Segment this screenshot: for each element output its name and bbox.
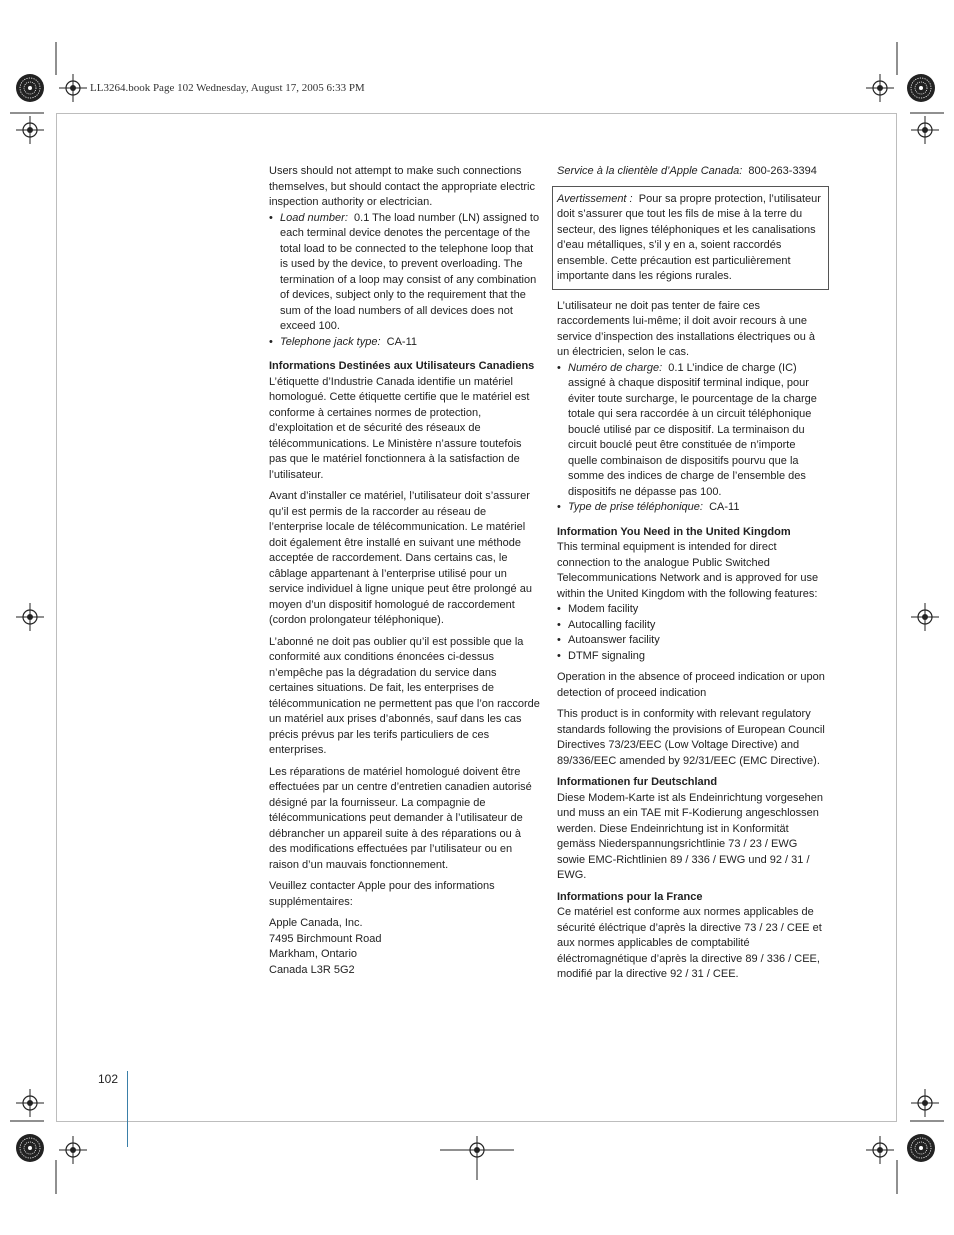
address-line: Markham, Ontario [269,948,358,960]
warning-box [552,186,829,290]
crosshair-mark [16,603,44,631]
sunburst-mark-bl [16,1134,44,1162]
service-line [557,164,827,180]
service-phone: 800-263-3394 [748,165,817,177]
right-column [557,164,827,989]
paragraph: This product is in conformity with relevant regulatory standards following the provisions of European Council Directives 73/23/EEC (Low Voltage Directive) and 89/336/EEC amended by 92/31/EEC (EMC Directive). [557,708,825,767]
crosshair-mark [16,1089,44,1117]
paragraph: Operation in the absence of proceed indication or upon detection of proceed indication [557,671,825,699]
paragraph: Les réparations de matériel homologué doivent être effectuées par un centre d’entretien canadien autorisé désigné par la fournisseur. La compagnie de télécommunications peut demander à l’utilisateur de débrancher un appareil suite à des réparations ou à des modifications effectuées par l’utilisateur ou en raison d’un mauvais fonctionnement. [269,765,532,871]
item-label: Type de prise téléphonique: [568,501,703,513]
print-header: LL3264.book Page 102 Wednesday, August 17, 2005 6:33 PM [90,82,365,94]
item-text: CA-11 [386,335,417,348]
left-column [269,164,541,978]
paragraph: L’abonné ne doit pas oublier qu’il est possible que la conformité aux conditions énoncées ci-dessus n’empêche pas la dégradation du service dans certaines situations. De fait, les enterprises de télécommunication ne permettent pas que l’on raccorde un matériel aux prises d’abonnés, sauf dans les cas précis prévus par les terifs particuliers de ces enterprises. [269,635,540,756]
address-line: 7495 Birchmount Road [269,932,382,945]
list-item: • Autocalling facility [557,618,827,634]
feature-list [557,602,827,664]
address-line: Canada L3R 5G2 [269,963,355,976]
item-label: Numéro de charge: [568,361,663,374]
warning-text: Pour sa propre protection, l’utilisateur doit s’assurer que tout les fils de mise à la terre du secteur, des lignes téléphoniques et les canalisations d’eau métalliques, s’il y en a, soient raccordés ensemble. Cette précaution est particulièrement importante dans les régions rurales. [557,192,821,282]
crosshair-mark [866,74,894,102]
crosshair-mark [911,116,939,144]
service-label: Service à la clientèle d’Apple Canada: [557,165,743,177]
paragraph: This terminal equipment is intended for direct connection to the analogue Public Switched Telecommunications Network and is approved for use within the United Kingdom with the following features: [557,541,819,600]
section-heading: Informations pour la France [557,890,703,903]
section-heading: Information You Need in the United Kingdom [557,525,791,538]
paragraph: Avant d’installer ce matériel, l’utilisateur doit s’assurer qu’il est permis de la raccorder au réseau de l’enterprise locale de télécommunication. Le matériel doit également être installé en suivant une méthode acceptée de raccordement. Dans certains cas, le câblage appartenant à l’enterprise utilisé pour un service individuel à ligne unique peut être prolongé au moyen d’un dispositif homologué de raccordement (cordon prolongateur téléphonique). [269,490,532,626]
sunburst-mark-br [907,1134,935,1162]
list-item [557,361,827,501]
sunburst-mark-tl [16,74,44,102]
warning-label: Avertissement : [557,192,633,205]
crosshair-mark [59,1136,87,1164]
crosshair-mark [911,603,939,631]
section-heading: Informationen fur Deutschland [557,776,718,788]
crosshair-mark [16,116,44,144]
bullet-list [269,211,541,351]
list-item [557,500,827,516]
paragraph: Users should not attempt to make such connections themselves, but should contact the appropriate electric inspection authority or electrician. [269,165,535,208]
item-label: Load number: [280,211,348,224]
crosshair-mark [59,74,87,102]
section-heading: Informations Destinées aux Utilisateurs Canadiens [269,360,535,372]
crosshair-mark [866,1136,894,1164]
address-block [269,916,541,978]
item-label: Telephone jack type: [280,335,381,348]
list-item: • Modem facility [557,602,827,618]
list-item: • Autoanswer facility [557,633,827,649]
paragraph: Veuillez contacter Apple pour des informations supplémentaires: [269,880,495,908]
item-text: CA-11 [709,501,740,513]
list-item [269,335,541,351]
paragraph: L’utilisateur ne doit pas tenter de faire ces raccordements lui-même; il doit avoir recours à une service d’inspection des installations électriques ou à un électricien, selon le cas. [557,299,816,358]
page-number-rule [127,1071,128,1147]
address-line: Apple Canada, Inc. [269,917,363,929]
bullet-list [557,361,827,516]
paragraph: Diese Modem-Karte ist als Endeinrichtung vorgesehen und muss an ein TAE mit F-Kodierung angeschlossen werden. Diese Endeinrichtung ist in Konformität gemäss Niederspannungsrichtlinie 73 / 23 / EWG sowie EMC-Richtlinien 89 / 336 / EWG und 92 / 31 / EWG. [557,791,823,881]
list-item: • DTMF signaling [557,649,827,665]
crosshair-mark [911,1089,939,1117]
paragraph: Ce matériel est conforme aux normes applicables de sécurité éléctrique d’après la directive 73 / 23 / CEE et aux normes applicables de comptabilité éléctromagnétique d’après la directive 89 / 336 / CEE, modifié par la directive 92 / 31 / CEE. [557,906,822,980]
item-text: 0.1 The load number (LN) assigned to each terminal device denotes the percentage of the total load to be connected to the telephone loop that is used by the device, to prevent overloading. The termination of a loop may consist of any combination of devices, subject only to the requirement that the sum of the load numbers of all devices does not exceed 100. [280,211,540,332]
paragraph: L’étiquette d’Industrie Canada identifie un matériel homologué. Cette étiquette certifie que le matériel est conforme à certaines normes de protection, d’exploitation et de sécurité des réseaux de télécommunications. Le Ministère n’assure toutefois pas que le matériel fonctionnera à la satisfaction de l’utilisateur. [269,375,530,481]
page-number: 102 [98,1072,119,1086]
sunburst-mark-tr [907,74,935,102]
item-text: 0.1 L’indice de charge (IC) assigné à chaque dispositif terminal indique, pour éviter toute surcharge, le pourcentage de la charge totale qui sera raccordée à un circuit téléphonique bouclé utilisé par ce dispositif. La terminaison du circuit bouclé peut être constituée de n’importe quelle combinaison de dispositifs pourvu que la somme des indices de charge de l’ensemble des dispositifs ne dépasse pas 100. [568,361,817,498]
list-item [269,211,541,335]
